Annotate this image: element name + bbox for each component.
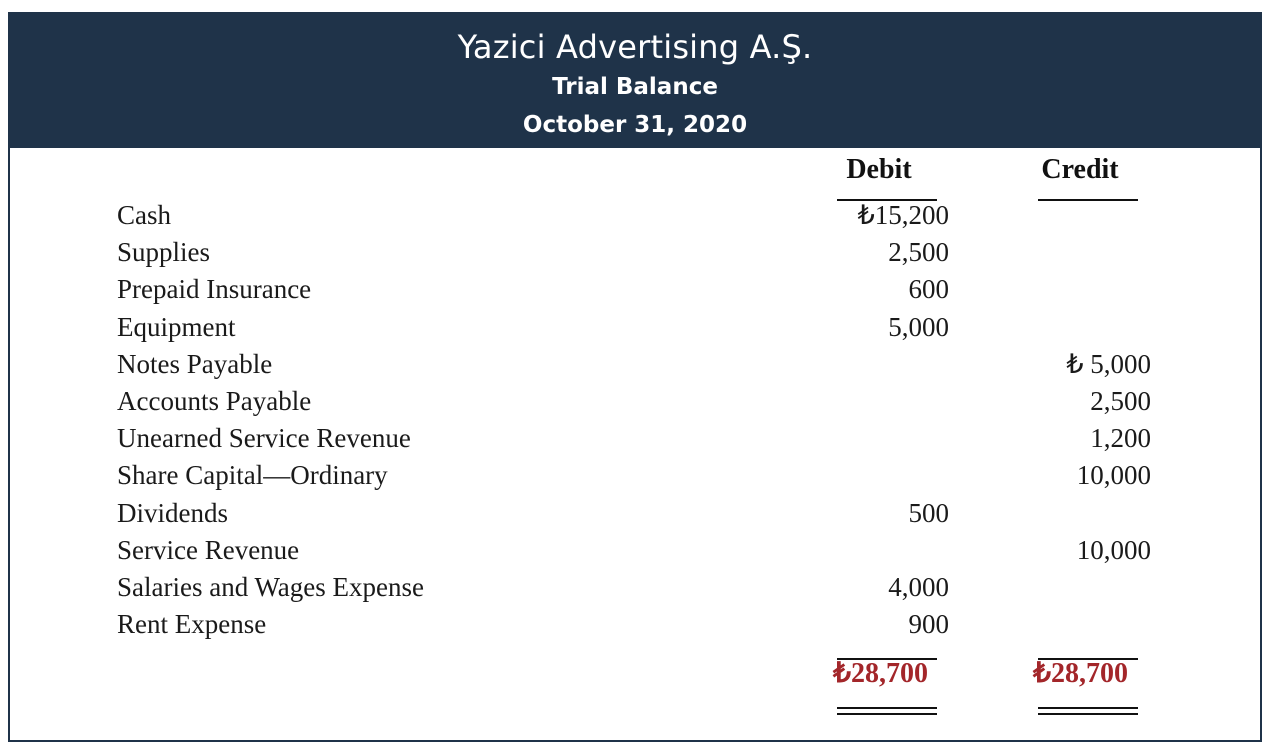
debit-amount: ₺15,200	[857, 200, 949, 230]
table-row	[0, 271, 1271, 308]
debit-amount: 5,000	[888, 311, 949, 342]
account-name: Service Revenue	[117, 534, 300, 565]
account-name: Cash	[117, 200, 171, 230]
account-name: Accounts Payable	[117, 385, 312, 416]
debit-column-header: Debit	[846, 154, 912, 185]
table-row	[0, 420, 1271, 457]
credit-total-double-rule-top	[1038, 707, 1138, 709]
account-name: Unearned Service Revenue	[117, 423, 411, 454]
report-date: October 31, 2020	[522, 112, 748, 138]
debit-amount: 500	[908, 497, 949, 528]
debit-total-double-rule-top	[837, 707, 937, 709]
table-row	[0, 346, 1271, 383]
debit-amount: 900	[908, 609, 949, 640]
table-row	[0, 532, 1271, 569]
table-row	[0, 569, 1271, 606]
account-name: Supplies	[117, 237, 211, 268]
debit-amount: 600	[908, 274, 949, 305]
credit-column-header: Credit	[1041, 154, 1119, 185]
credit-amount: ₺ 5,000	[1066, 348, 1151, 379]
credit-total-double-rule-bottom	[1038, 713, 1138, 715]
account-name: Equipment	[117, 311, 236, 342]
debit-amount: 2,500	[888, 237, 949, 268]
credit-amount: 1,200	[1090, 423, 1151, 454]
account-name: Dividends	[117, 497, 228, 528]
debit-total: ₺28,700	[833, 658, 928, 689]
account-name: Share Capital—Ordinary	[117, 460, 388, 491]
table-row	[0, 457, 1271, 494]
company-name: Yazici Advertising A.Ş.	[457, 28, 813, 66]
credit-amount: 2,500	[1090, 385, 1151, 416]
debit-amount: 4,000	[888, 571, 949, 602]
report-title: Trial Balance	[552, 74, 718, 100]
table-row	[0, 197, 1271, 234]
statement-header	[10, 14, 1260, 148]
account-rows	[0, 197, 1271, 643]
table-row	[0, 495, 1271, 532]
table-row	[0, 309, 1271, 346]
debit-total-double-rule-bottom	[837, 713, 937, 715]
table-row	[0, 234, 1271, 271]
account-name: Rent Expense	[117, 609, 267, 640]
table-row	[0, 606, 1271, 643]
account-name: Salaries and Wages Expense	[117, 571, 424, 602]
credit-amount: 10,000	[1076, 534, 1151, 565]
table-row	[0, 383, 1271, 420]
account-name: Notes Payable	[117, 348, 273, 379]
credit-amount: 10,000	[1076, 460, 1151, 491]
account-name: Prepaid Insurance	[117, 274, 312, 305]
credit-total: ₺28,700	[1033, 658, 1128, 689]
